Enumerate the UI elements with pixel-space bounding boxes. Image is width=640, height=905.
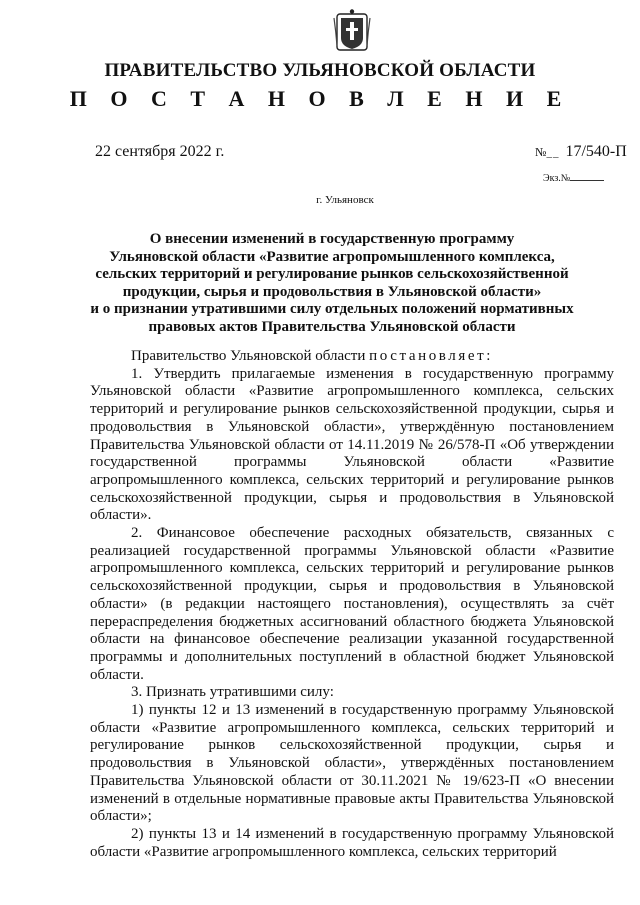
document-date: 22 сентября 2022 г.	[95, 143, 225, 160]
government-title: ПРАВИТЕЛЬСТВО УЛЬЯНОВСКОЙ ОБЛАСТИ	[104, 60, 536, 81]
document-heading	[88, 231, 576, 337]
copy-number	[543, 171, 604, 184]
heading-line: сельских территорий и регулирование рынков сельскохозяйственной	[95, 266, 569, 283]
number-sign: №	[535, 145, 547, 159]
city: г. Ульяновск	[316, 194, 374, 206]
coat-of-arms-icon	[333, 8, 371, 54]
heading-line: правовых актов Правительства Ульяновской области	[148, 318, 516, 335]
heading-line: и о признании утратившими силу отдельных положений нормативных	[90, 301, 574, 318]
paragraph-2: 2. Финансовое обеспечение расходных обязательств, связанных с реализацией государственной программы Ульяновской области «Развитие агропромышленного комплекса, сельских территорий и регулирование рынков сельскохозяйственной продукции, сырья и продовольствия в Ульяновской области» (в редакции настоящего постановления), осуществлять за счёт перераспределения бюджетных ассигнований областного бюджета Ульяновской области на финансовое обеспечение реализации указанной государственной программы и дополнительных поступлений в областной бюджет Ульяновской области.	[90, 525, 614, 683]
document-type: П О С Т А Н О В Л Е Н И Е	[69, 86, 571, 111]
paragraph-3: 3. Признать утратившими силу:	[131, 684, 334, 701]
paragraph-3-1: 1) пункты 12 и 13 изменений в государственную программу Ульяновской области «Развитие агропромышленного комплекса, сельских территорий и регулирование рынков сельскохозяйственной продукции, сырья и продовольствия в Ульяновской области», утверждённых постановлением Правительства Ульяновской области от 30.11.2021 № 19/623-П «О внесении изменений в отдельные нормативные правовые акты Правительства Ульяновской области»;	[90, 702, 614, 825]
heading-line: О внесении изменений в государственную программу	[149, 231, 515, 247]
intro-prefix: Правительство Ульяновской области	[131, 348, 366, 364]
intro-decree-word: постановляет:	[369, 348, 494, 364]
paragraph-1: 1. Утвердить прилагаемые изменения в государственную программу Ульяновской области «Развитие агропромышленного комплекса, сельских территорий и регулирование рынков сельскохозяйственной продукции, сырья и продовольствия в Ульяновской области», утверждённую постановлением Правительства Ульяновской области от 14.11.2019 № 26/578-П «Об утверждении государственной программы Ульяновской области «Развитие агропромышленного комплекса, сельских территорий и регулирование рынков сельскохозяйственной продукции, сырья и продовольствия в Ульяновской области».	[90, 365, 614, 524]
heading-line: Ульяновской области «Развитие агропромышленного комплекса,	[109, 248, 555, 265]
number-value: 17/540-П	[565, 143, 627, 160]
paragraph-3-2: 2) пункты 13 и 14 изменений в государственную программу Ульяновской области «Развитие агропромышленного комплекса, сельских территорий	[90, 825, 614, 860]
document-body	[90, 348, 614, 861]
heading-line: продукции, сырья и продовольствия в Ульяновской области»	[122, 283, 542, 300]
document-number: №__ 17/540-П	[535, 143, 627, 160]
copy-label: Экз.№	[543, 173, 571, 184]
intro-paragraph	[90, 348, 614, 366]
